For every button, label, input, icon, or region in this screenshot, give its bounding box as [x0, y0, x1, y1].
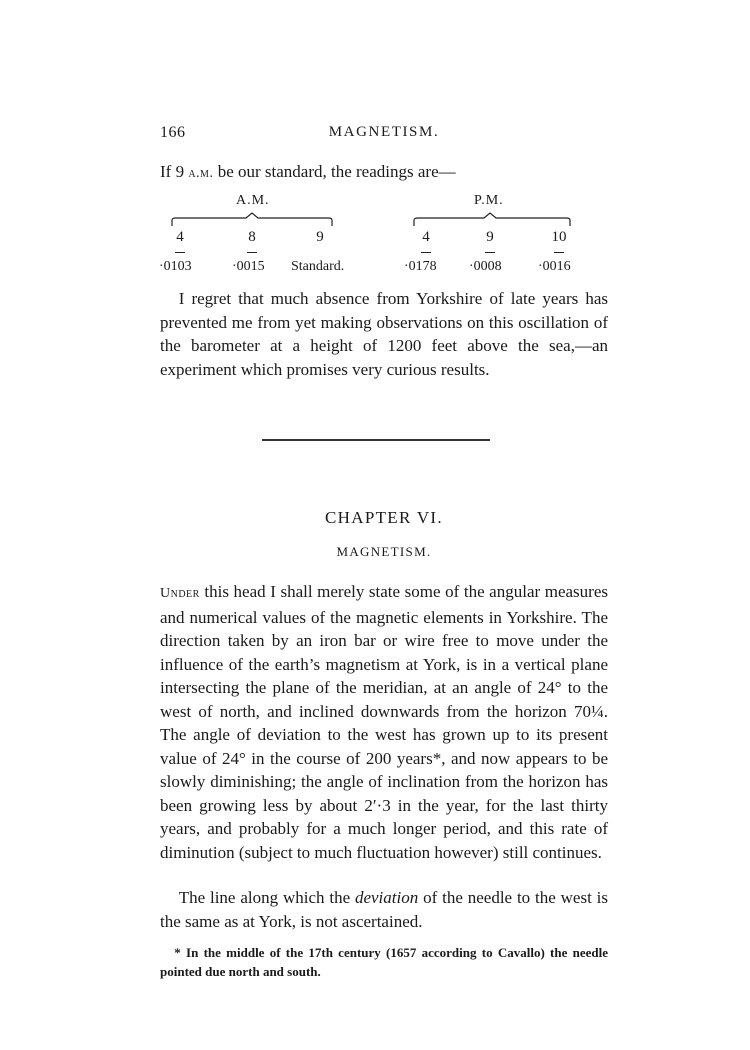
pm-value-2: ·0008: [469, 259, 502, 274]
am-hour-1: 4: [176, 229, 184, 245]
paragraph-under-lead: Under: [160, 586, 200, 601]
readings-intro-after: be our standard, the readings are—: [217, 162, 456, 181]
paragraph-under: [160, 580, 608, 864]
paragraph-line-italic: deviation: [354, 888, 419, 907]
pm-hour-1: 4: [422, 229, 430, 245]
paragraph-under-text: this head I shall merely state some of the angular measures and numerical values of the magnetic elements in Yorkshire. The direction taken by an iron bar or wire free to move under the influence of the earth’s magnetism at York, is in a vertical plane intersecting the plane of the meridian, at an angle of 24° to the west of north, and inclined downwards from the horizon 70¼. The angle of deviation to the west has grown up to its present value of 24° in the course of 200 years*, and now appears to be slowly diminishing; the angle of inclination from the horizon has been growing less by about 2′·3 in the year, for the last thirty years, and probably for a much longer period, and this rate of diminution (subject to much fluctuation however) still continues.: [160, 582, 608, 862]
page-number: 166: [160, 124, 186, 141]
chapter-title: CHAPTER VI.: [325, 508, 443, 527]
readings-intro: [160, 162, 456, 182]
pm-brace: [412, 212, 572, 228]
running-head: [160, 124, 608, 148]
am-hour-2: 8: [248, 229, 256, 245]
paragraph-line-after: of the needle to the west is the same as at York, is not ascertained.: [160, 888, 608, 931]
am-value-2: ·0015: [232, 259, 265, 274]
pm-label: P.M.: [474, 193, 504, 208]
readings-intro-before: If 9: [160, 162, 185, 181]
pm-hour-2: 9: [486, 229, 494, 245]
pm-value-1: ·0178: [404, 259, 437, 274]
chapter-subtitle: MAGNETISM.: [336, 544, 432, 559]
readings-intro-am: a.m.: [188, 166, 214, 181]
section-divider: [262, 439, 490, 441]
pm-dash-2: [485, 252, 495, 253]
am-label: A.M.: [236, 193, 270, 208]
am-dash-2: [247, 252, 257, 253]
am-value-3: Standard.: [291, 259, 345, 274]
paragraph-line-before: The line along which the: [178, 888, 351, 907]
pm-value-3: ·0016: [538, 259, 571, 274]
paragraph-regret: I regret that much absence from Yorkshire of late years has prevented me from yet making observations on this oscillation of the barometer at a height of 1200 feet above the sea,—an experiment which promises very curious results.: [160, 289, 608, 379]
pm-dash-3: [554, 252, 564, 253]
am-dash-1: [175, 252, 185, 253]
pm-hour-3: 10: [551, 229, 567, 245]
running-head-title: MAGNETISM.: [328, 124, 440, 140]
paragraph-line: [160, 886, 608, 933]
am-brace: [170, 212, 334, 228]
am-value-1: ·0103: [159, 259, 192, 274]
footnote: * In the middle of the 17th century (1657 according to Cavallo) the needle pointed due north and south.: [160, 945, 608, 979]
am-hour-3: 9: [316, 229, 324, 245]
pm-dash-1: [421, 252, 431, 253]
